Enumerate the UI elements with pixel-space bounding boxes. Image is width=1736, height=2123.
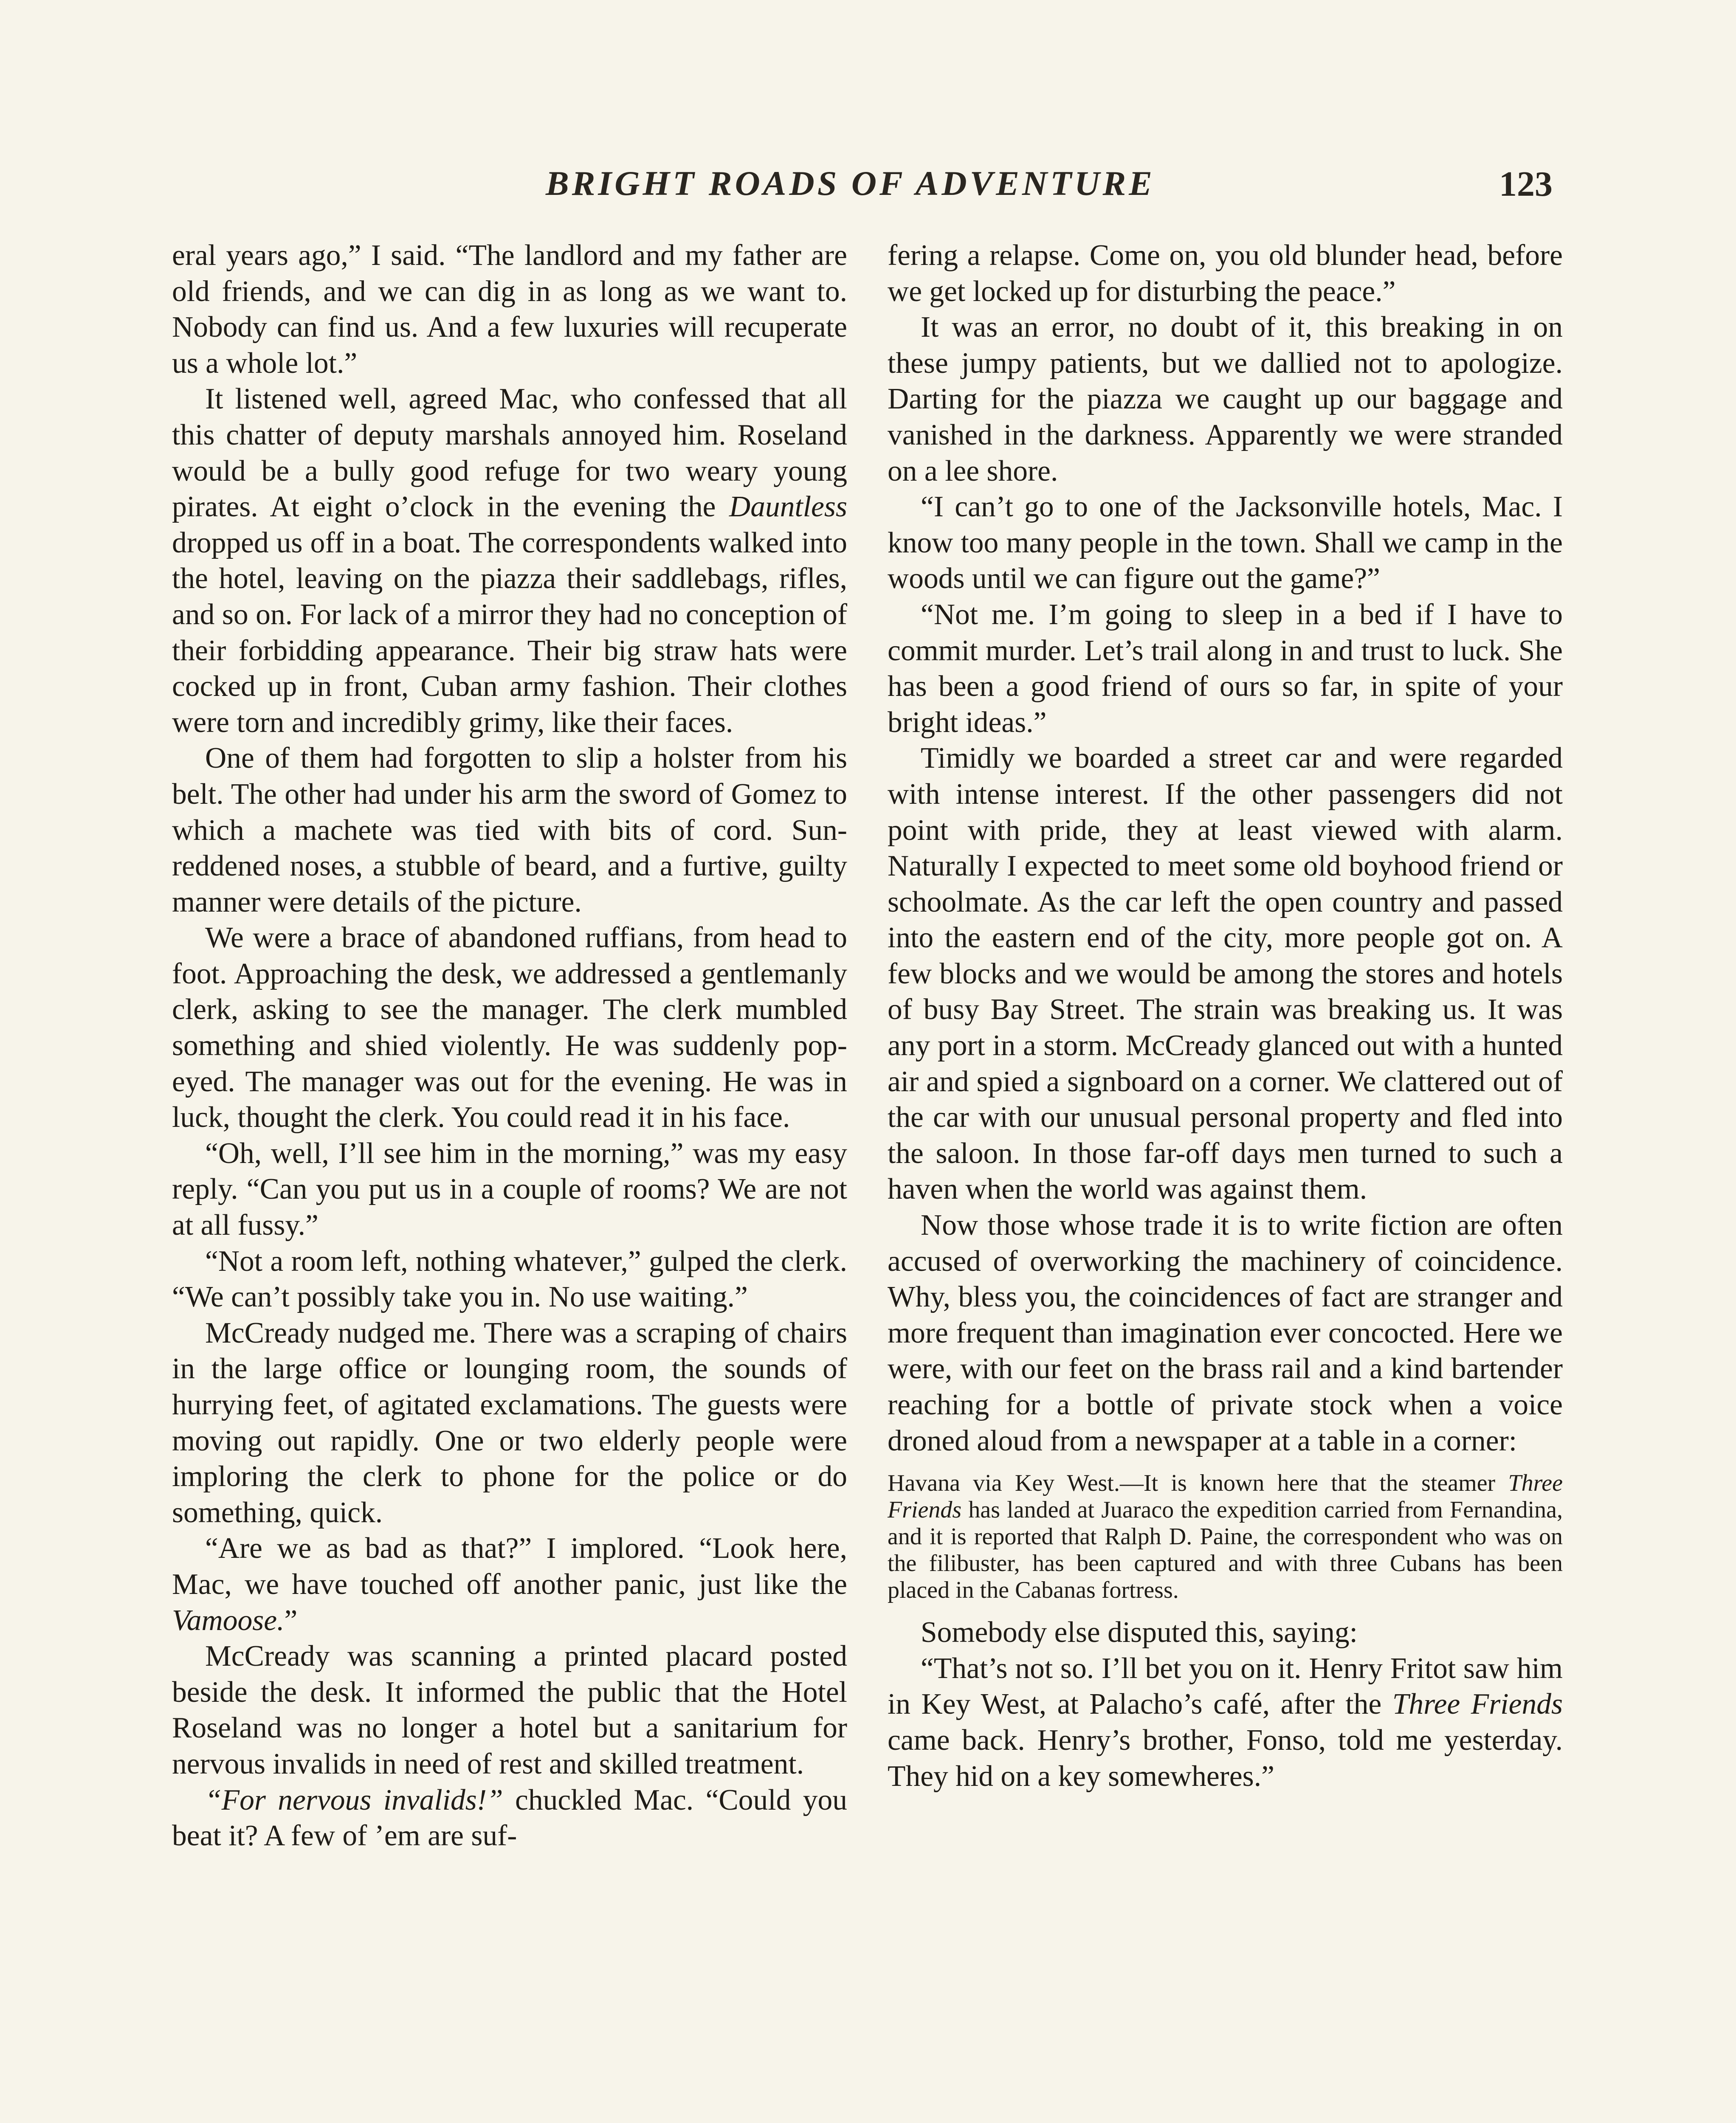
paragraph: “Not me. I’m going to sleep in a bed if I have to commit murder. Let’s trail along in and trust to luck. She has been a good friend of ours so far, in spite of your bright ideas.” (888, 598, 1563, 739)
left-column (172, 238, 847, 1854)
page-header (0, 163, 1736, 210)
ship-name: Dauntless (729, 490, 847, 524)
ship-name: Three Friends (1392, 1688, 1563, 1721)
paragraph: eral years ago,” I said. “The landlord and my father are old friends, and we can dig in as long as we want to. Nobody can find us. And a few luxuries will recuperate us a whole lot.” (172, 239, 847, 380)
newspaper-quote: Havana via Key West.—It is known here that the steamer Three Friends has landed at Juaraco the expedition carried from Fernandina, and it is reported that Ralph D. Paine, the correspondent who was on the filibuster, has been captured and with three Cubans has been placed in the Cabanas fortress. (888, 1470, 1563, 1604)
paragraph: “I can’t go to one of the Jacksonville hotels, Mac. I know too many people in the town. Shall we camp in the woods until we can figure out the game?” (888, 490, 1563, 595)
paragraph: “Oh, well, I’ll see him in the morning,” was my easy reply. “Can you put us in a couple of rooms? We are not at all fussy.” (172, 1137, 847, 1242)
paragraph: “Not a room left, nothing whatever,” gulped the clerk. “We can’t possibly take you in. No use waiting.” (172, 1245, 847, 1314)
paragraph: “Are we as bad as that?” I implored. “Look here, Mac, we have touched off another panic, just like the Vamoose.” (172, 1532, 847, 1637)
ship-name: Vamoose. (172, 1604, 285, 1637)
paragraph: McCready nudged me. There was a scraping of chairs in the large office or lounging room, the sounds of hurrying feet, of agitated exclamations. The guests were moving out rapidly. One or two elderly people were imploring the clerk to phone for the police or do something, quick. (172, 1316, 847, 1529)
paragraph: One of them had forgotten to slip a holster from his belt. The other had under his arm the sword of Gomez to which a machete was tied with bits of cord. Sun-reddened noses, a stubble of beard, and a furtive, guilty manner were details of the picture. (172, 742, 847, 918)
running-title: BRIGHT ROADS OF ADVENTURE (546, 164, 1155, 203)
emphasis: “For nervous invalids!” (205, 1783, 503, 1816)
paragraph: It listened well, agreed Mac, who confessed that all this chatter of deputy marshals annoyed him. Roseland would be a bully good refuge for two weary young pirates. At eight o’clock in the evening the Dauntless dropped us off in a boat. The correspondents walked into the hotel, leaving on the piazza their saddlebags, rifles, and so on. For lack of a mirror they had no conception of their forbidding appearance. Their big straw hats were cocked up in front, Cuban army fashion. Their clothes were torn and incredibly grimy, like their faces. (172, 383, 847, 739)
paragraph: McCready was scanning a printed placard posted beside the desk. It informed the public that the Hotel Roseland was no longer a hotel but a sanitarium for nervous invalids in need of rest and skilled treatment. (172, 1640, 847, 1780)
paragraph: Somebody else disputed this, saying: (921, 1616, 1358, 1649)
paragraph: “For nervous invalids!” chuckled Mac. “Could you beat it? A few of ’em are suf- (172, 1783, 848, 1853)
paragraph: Timidly we boarded a street car and were regarded with intense interest. If the other passengers did not point with pride, they at least viewed with alarm. Naturally I expected to meet some old boyhood friend or schoolmate. As the car left the open country and passed into the eastern end of the city, more people got on. A few blocks and we would be among the stores and hotels of busy Bay Street. The strain was breaking us. It was any port in a storm. McCready glanced out with a hunted air and spied a signboard on a corner. We clattered out of the car with our unusual personal property and fled into the saloon. In those far-off days men turned to such a haven when the world was against them. (888, 742, 1563, 1206)
paragraph: Now those whose trade it is to write fiction are often accused of overworking the machinery of coincidence. Why, bless you, the coincidences of fact are stranger and more frequent than imagination ever concocted. Here we were, with our feet on the brass rail and a kind bartender reaching for a bottle of private stock when a voice droned aloud from a newspaper at a table in a corner: (888, 1209, 1563, 1457)
right-column (888, 238, 1563, 1794)
page-number: 123 (1499, 164, 1553, 204)
ship-name: Three Friends (888, 1470, 1563, 1523)
paragraph: It was an error, no doubt of it, this breaking in on these jumpy patients, but we dallied not to apologize. Darting for the piazza we caught up our baggage and vanished in the darkness. Apparently we were stranded on a lee shore. (888, 311, 1563, 487)
paragraph: fering a relapse. Come on, you old blunder head, before we get locked up for disturbing the peace.” (888, 239, 1563, 308)
paragraph: We were a brace of abandoned ruffians, from head to foot. Approaching the desk, we addressed a gentlemanly clerk, asking to see the manager. The clerk mumbled something and shied violently. He was suddenly pop-eyed. The manager was out for the evening. He was in luck, thought the clerk. You could read it in his face. (172, 921, 847, 1134)
paragraph: “That’s not so. I’ll bet you on it. Henry Fritot saw him in Key West, at Palacho’s café, after the Three Friends came back. Henry’s brother, Fonso, told me yesterday. They hid on a key somewheres.” (888, 1652, 1563, 1793)
